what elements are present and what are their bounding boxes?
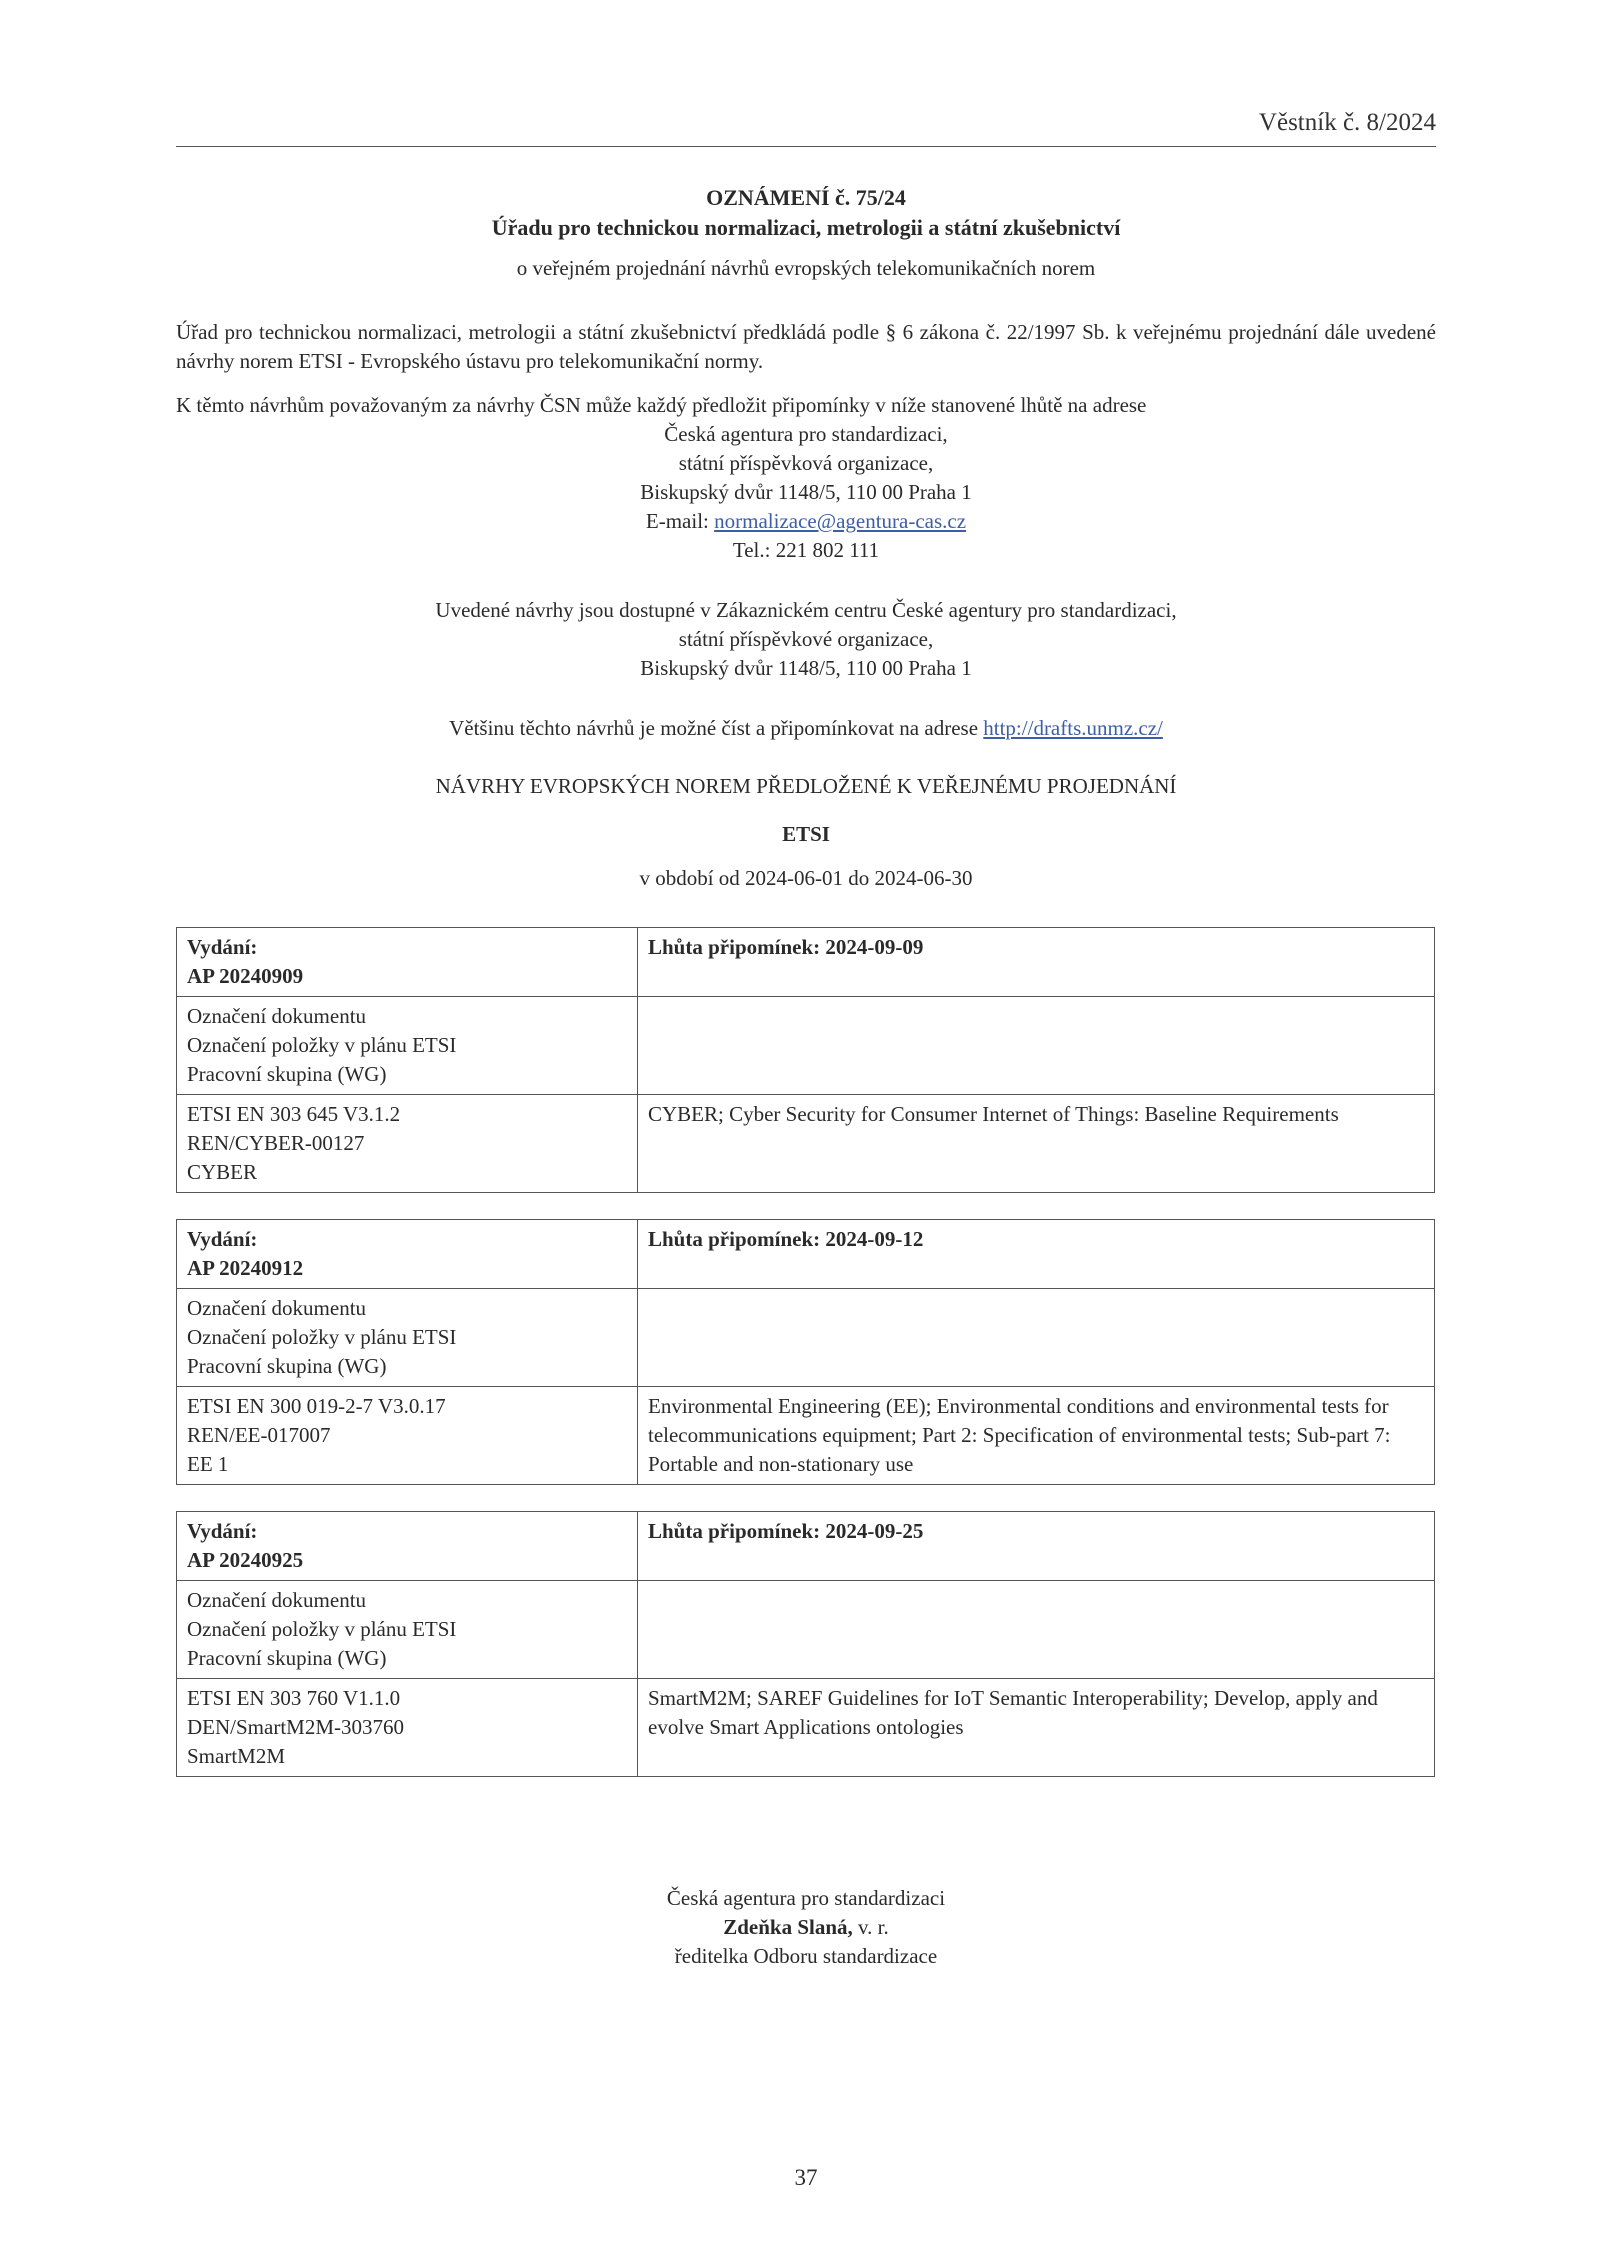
availability-line: Uvedené návrhy jsou dostupné v Zákaznickém centru České agentury pro standardizaci, — [435, 598, 1177, 622]
description-cell: Environmental Engineering (EE); Environmental conditions and environmental tests for telecommunications equipment; Part 2: Specification of environmental tests; Sub-part 7: Portable and non-stationary use — [638, 1387, 1435, 1485]
intro-paragraph: Úřad pro technickou normalizaci, metrologii a státní zkušebnictví předkládá podle § 6 zákona č. 22/1997 Sb. k veřejnému projednání dále uvedené návrhy norem ETSI - Evropského ústavu pro telekomunikační normy. — [176, 320, 1436, 373]
edition-cell — [177, 1220, 638, 1289]
signatory-suffix: v. r. — [852, 1915, 889, 1939]
description-cell: CYBER; Cyber Security for Consumer Internet of Things: Baseline Requirements — [638, 1095, 1435, 1193]
section-heading: NÁVRHY EVROPSKÝCH NOREM PŘEDLOŽENÉ K VEŘEJNÉMU PROJEDNÁNÍ — [435, 774, 1177, 798]
comments-paragraph: K těmto návrhům považovaným za návrhy ČSN může každý předložit připomínky v níže stanovené lhůtě na adrese — [176, 393, 1147, 417]
item-id: REN/EE-017007 — [187, 1423, 331, 1447]
wg-label: Pracovní skupina (WG) — [187, 1062, 387, 1086]
doc-label: Označení dokumentu — [187, 1004, 367, 1028]
item-label: Označení položky v plánu ETSI — [187, 1617, 457, 1641]
drafts-link[interactable]: http://drafts.unmz.cz/ — [983, 716, 1163, 740]
edition-number: AP 20240925 — [187, 1548, 304, 1572]
doc-id: ETSI EN 303 645 V3.1.2 — [187, 1102, 401, 1126]
meta-values-cell — [177, 1387, 638, 1485]
document-page — [176, 0, 1436, 2263]
wg-id: EE 1 — [187, 1452, 229, 1476]
signature-block — [176, 1884, 1436, 1971]
announcement-number: OZNÁMENÍ č. 75/24 — [706, 185, 906, 210]
issuing-office: Úřadu pro technickou normalizaci, metrologii a státní zkušebnictví — [491, 215, 1121, 240]
doc-id: ETSI EN 300 019-2-7 V3.0.17 — [187, 1394, 446, 1418]
wg-label: Pracovní skupina (WG) — [187, 1354, 387, 1378]
item-label: Označení položky v plánu ETSI — [187, 1325, 457, 1349]
edition-number: AP 20240912 — [187, 1256, 304, 1280]
web-line — [176, 714, 1436, 743]
edition-cell — [177, 1512, 638, 1581]
doc-label: Označení dokumentu — [187, 1296, 367, 1320]
wg-id: CYBER — [187, 1160, 258, 1184]
item-label: Označení položky v plánu ETSI — [187, 1033, 457, 1057]
meta-values-cell — [177, 1095, 638, 1193]
description-cell: SmartM2M; SAREF Guidelines for IoT Semantic Interoperability; Develop, apply and evolve Smart Applications ontologies — [638, 1679, 1435, 1777]
draft-table — [176, 1511, 1435, 1777]
empty-cell — [638, 1289, 1435, 1387]
meta-labels-cell — [177, 1581, 638, 1679]
signatory-role: ředitelka Odboru standardizace — [674, 1944, 938, 1968]
wg-id: SmartM2M — [187, 1744, 286, 1768]
empty-cell — [638, 1581, 1435, 1679]
journal-issue: Věstník č. 8/2024 — [1258, 109, 1436, 136]
doc-label: Označení dokumentu — [187, 1588, 367, 1612]
item-id: DEN/SmartM2M-303760 — [187, 1715, 404, 1739]
availability-line: Biskupský dvůr 1148/5, 110 00 Praha 1 — [640, 656, 972, 680]
signature-org: Česká agentura pro standardizaci — [666, 1886, 946, 1910]
web-text: Většinu těchto návrhů je možné číst a připomínkovat na adrese — [449, 716, 984, 740]
address-line: Česká agentura pro standardizaci, — [664, 422, 948, 446]
organization-heading: ETSI — [782, 822, 830, 846]
address-block — [176, 420, 1436, 565]
period-line: v období od 2024-06-01 do 2024-06-30 — [639, 866, 973, 890]
meta-labels-cell — [177, 997, 638, 1095]
draft-table — [176, 927, 1435, 1193]
edition-label: Vydání: — [187, 935, 258, 959]
address-line: státní příspěvková organizace, — [678, 451, 934, 475]
deadline-cell: Lhůta připomínek: 2024-09-12 — [638, 1220, 1435, 1289]
doc-id: ETSI EN 303 760 V1.1.0 — [187, 1686, 401, 1710]
page-number: 37 — [794, 2165, 818, 2190]
item-id: REN/CYBER-00127 — [187, 1131, 365, 1155]
announcement-title — [176, 183, 1436, 283]
empty-cell — [638, 997, 1435, 1095]
deadline-cell: Lhůta připomínek: 2024-09-09 — [638, 928, 1435, 997]
email-line — [176, 507, 1436, 536]
availability-block — [176, 596, 1436, 683]
draft-table — [176, 1219, 1435, 1485]
edition-cell — [177, 928, 638, 997]
edition-label: Vydání: — [187, 1519, 258, 1543]
page-header — [176, 109, 1436, 147]
edition-number: AP 20240909 — [187, 964, 304, 988]
meta-labels-cell — [177, 1289, 638, 1387]
address-line: Biskupský dvůr 1148/5, 110 00 Praha 1 — [640, 480, 972, 504]
availability-line: státní příspěvkové organizace, — [678, 627, 934, 651]
edition-label: Vydání: — [187, 1227, 258, 1251]
signature-name-line — [176, 1913, 1436, 1942]
deadline-cell: Lhůta připomínek: 2024-09-25 — [638, 1512, 1435, 1581]
email-label: E-mail: — [645, 509, 715, 533]
meta-values-cell — [177, 1679, 638, 1777]
wg-label: Pracovní skupina (WG) — [187, 1646, 387, 1670]
phone-line: Tel.: 221 802 111 — [732, 538, 880, 562]
email-link[interactable]: normalizace@agentura-cas.cz — [714, 509, 967, 533]
announcement-subject: o veřejném projednání návrhů evropských telekomunikačních norem — [516, 256, 1096, 280]
signatory-name: Zdeňka Slaná, — [723, 1915, 853, 1939]
